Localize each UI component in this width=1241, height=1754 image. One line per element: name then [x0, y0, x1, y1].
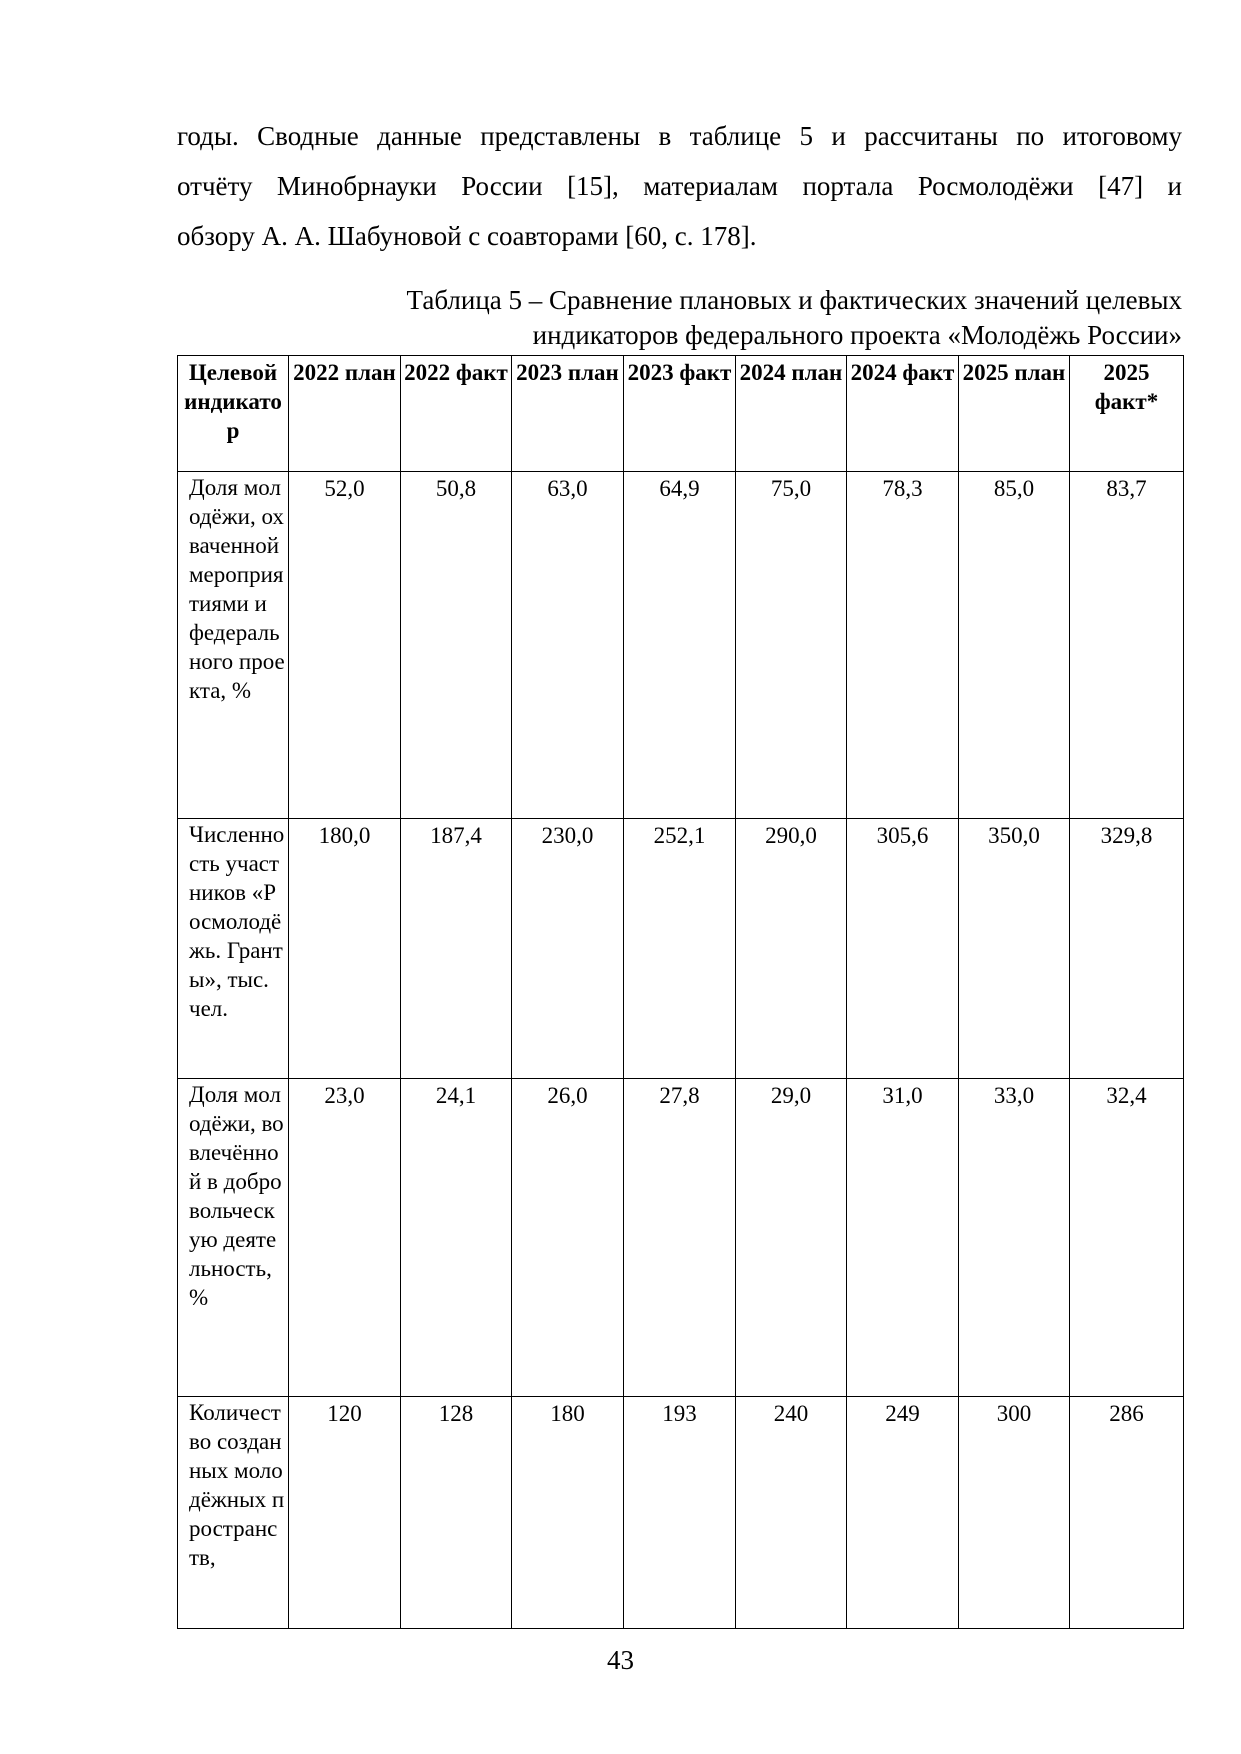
cell-value: 50,8: [401, 472, 512, 819]
row-indicator-name: Количество созданных молодёжных пространств,: [178, 1397, 289, 1629]
body-paragraph: [177, 111, 1182, 261]
paragraph-line-3: обзору А. А. Шабуновой с соавторами [60, с. 178].: [177, 221, 757, 251]
cell-value: 63,0: [512, 472, 624, 819]
cell-value: 180,0: [289, 819, 401, 1079]
cell-value: 286: [1070, 1397, 1184, 1629]
cell-value: 85,0: [959, 472, 1070, 819]
header-2022-fact: 2022 факт: [401, 356, 512, 472]
cell-value: 249: [847, 1397, 959, 1629]
header-indicator: Целевой индикатор: [178, 356, 289, 472]
table-caption: [177, 283, 1182, 353]
cell-value: 252,1: [624, 819, 736, 1079]
table-caption-line-2: индикаторов федерального проекта «Молодёжь России»: [532, 320, 1182, 350]
cell-value: 31,0: [847, 1079, 959, 1397]
table-header-row: [178, 356, 1184, 472]
cell-value: 187,4: [401, 819, 512, 1079]
cell-value: 240: [736, 1397, 847, 1629]
cell-value: 27,8: [624, 1079, 736, 1397]
cell-value: 78,3: [847, 472, 959, 819]
header-2025-plan: 2025 план: [959, 356, 1070, 472]
table-row: [178, 819, 1184, 1079]
header-2024-plan: 2024 план: [736, 356, 847, 472]
cell-value: 33,0: [959, 1079, 1070, 1397]
cell-value: 290,0: [736, 819, 847, 1079]
cell-value: 350,0: [959, 819, 1070, 1079]
cell-value: 52,0: [289, 472, 401, 819]
paragraph-line-2: отчёту Минобрнауки России [15], материалам портала Росмолодёжи [47] и: [177, 171, 1182, 201]
row-indicator-name: Доля молодёжи, охваченной мероприятиями и федерального проекта, %: [178, 472, 289, 819]
cell-value: 329,8: [1070, 819, 1184, 1079]
header-2022-plan: 2022 план: [289, 356, 401, 472]
cell-value: 193: [624, 1397, 736, 1629]
table-row: [178, 1079, 1184, 1397]
table-row: [178, 472, 1184, 819]
cell-value: 120: [289, 1397, 401, 1629]
table-row: [178, 1397, 1184, 1629]
cell-value: 230,0: [512, 819, 624, 1079]
row-indicator-name: Численность участников «Росмолодёжь. Гранты», тыс. чел.: [178, 819, 289, 1079]
indicators-table: [177, 355, 1184, 1629]
page-number: 43: [607, 1645, 634, 1675]
row-indicator-name: Доля молодёжи, вовлечённой в добровольческую деятельность, %: [178, 1079, 289, 1397]
header-2023-plan: 2023 план: [512, 356, 624, 472]
header-2025-fact: 2025 факт*: [1070, 356, 1184, 472]
cell-value: 75,0: [736, 472, 847, 819]
cell-value: 305,6: [847, 819, 959, 1079]
cell-value: 64,9: [624, 472, 736, 819]
cell-value: 29,0: [736, 1079, 847, 1397]
cell-value: 83,7: [1070, 472, 1184, 819]
header-2023-fact: 2023 факт: [624, 356, 736, 472]
cell-value: 24,1: [401, 1079, 512, 1397]
cell-value: 23,0: [289, 1079, 401, 1397]
cell-value: 26,0: [512, 1079, 624, 1397]
cell-value: 180: [512, 1397, 624, 1629]
cell-value: 32,4: [1070, 1079, 1184, 1397]
table-caption-line-1: Таблица 5 – Сравнение плановых и фактических значений целевых: [406, 285, 1182, 315]
cell-value: 128: [401, 1397, 512, 1629]
cell-value: 300: [959, 1397, 1070, 1629]
paragraph-line-1: годы. Сводные данные представлены в таблице 5 и рассчитаны по итоговому: [177, 121, 1182, 151]
header-2024-fact: 2024 факт: [847, 356, 959, 472]
